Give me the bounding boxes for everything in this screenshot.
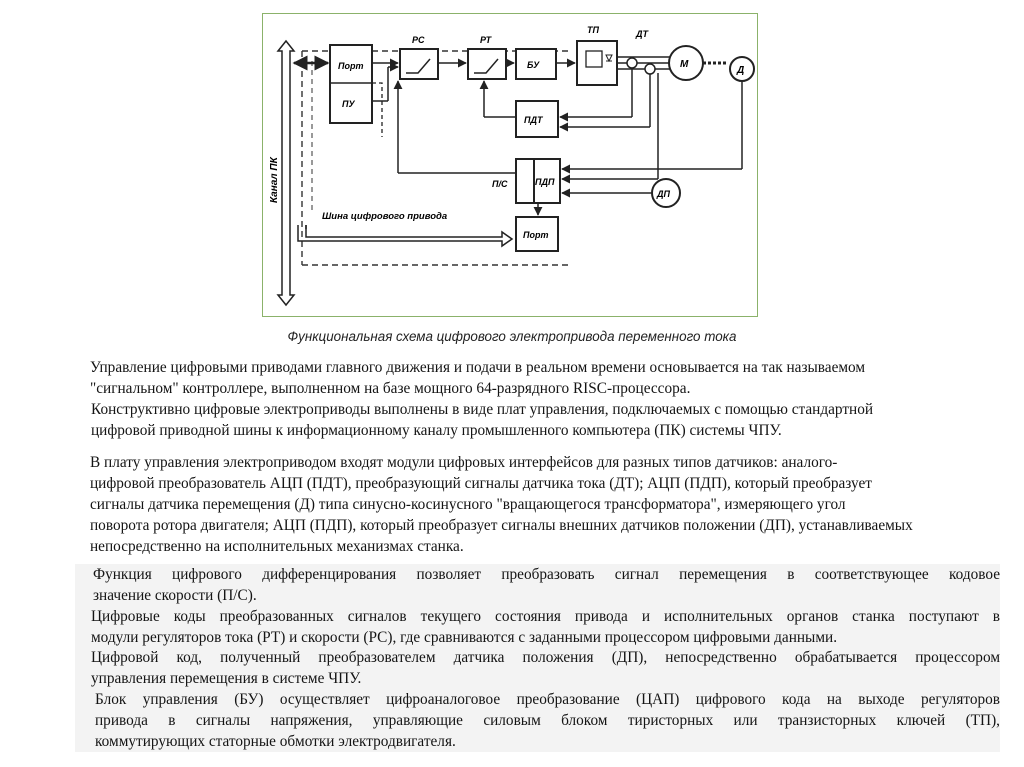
functional-diagram [262, 13, 758, 317]
paragraph-line: Управление цифровыми приводами главного движения и подачи в реальном времени основывается на так называемом [90, 359, 866, 376]
paragraph-line: модули регуляторов тока (РТ) и скорости (РС), где сравниваются с заданными процессором цифровыми данными. [91, 629, 838, 646]
tp-block [577, 41, 617, 85]
port-bottom-label: Порт [523, 230, 549, 240]
paragraph-line: цифровой преобразователь АЦП (ПДТ), преобразующий сигналы датчика тока (ДТ); АЦП (ПДП), который преобразует [90, 475, 872, 492]
paragraph-5 [75, 606, 1000, 648]
current-sensor-1 [627, 58, 637, 68]
paragraph-line: коммутирующих статорные обмотки электродвигателя. [95, 733, 456, 750]
paragraph-line: Цифровые коды преобразованных сигналов текущего состояния привода и исполнительных органов станка поступают в [91, 608, 1000, 625]
paragraph-1 [62, 357, 942, 399]
figure-caption: Функциональная схема цифрового электропривода переменного тока [287, 329, 737, 344]
pc-channel-label: Канал ПК [269, 157, 280, 203]
paragraph-line: управления перемещения в системе ЧПУ. [91, 670, 362, 687]
paragraph-line: В плату управления электроприводом входят модули цифровых интерфейсов для разных типов датчиков: аналого- [90, 454, 838, 471]
rs-label: РС [412, 35, 425, 45]
paragraph-line: поворота ротора двигателя; АЦП (ПДП), который преобразует сигналы внешних датчиков положении (ДП), устанавливаемых [90, 517, 913, 534]
rt-label: РТ [480, 35, 492, 45]
bus-label: Шина цифрового привода [322, 211, 448, 222]
pu-label: ПУ [342, 99, 355, 109]
dp-label: ДП [657, 189, 670, 199]
paragraph-4 [75, 564, 1000, 606]
ps-block [516, 159, 534, 203]
paragraph-2 [67, 399, 979, 441]
ps-label: П/С [492, 179, 508, 189]
rt-block [468, 49, 506, 79]
paragraph-line: непосредственно на исполнительных механизмах станка. [90, 538, 464, 555]
d-label: Д [737, 65, 745, 76]
motor-label: М [680, 59, 689, 70]
pdp-label: ПДП [535, 177, 555, 187]
paragraph-3 [68, 452, 998, 557]
current-sensor-2 [645, 64, 655, 74]
paragraph-line: "сигнальном" контроллере, выполненном на базе мощного 64-разрядного RISC-процессора. [90, 380, 691, 397]
paragraph-line: привода в сигналы напряжения, управляющие силовым блоком тиристорных или транзисторных ключей (ТП), [95, 712, 1000, 729]
paragraph-line: сигналы датчика перемещения (Д) типа синусно-косинусного "вращающегося трансформатора", измеряющего угол [90, 496, 846, 513]
paragraph-line: Блок управления (БУ) осуществляет цифроаналоговое преобразование (ЦАП) цифрового кода на выходе регуляторов [95, 691, 1000, 708]
pdt-label: ПДТ [524, 115, 543, 125]
bu-label: БУ [527, 60, 540, 70]
paragraph-line: цифровой приводной шины к информационному каналу промышленного компьютера (ПК) системы ЧПУ. [91, 422, 782, 439]
port-top-label: Порт [338, 61, 364, 71]
paragraph-6 [75, 647, 1000, 689]
dt-label: ДТ [636, 29, 648, 39]
tp-label: ТП [587, 25, 599, 35]
rs-block [400, 49, 438, 79]
paragraph-line: Конструктивно цифровые электроприводы выполнены в виде плат управления, подключаемых с помощью стандартной [91, 401, 874, 418]
paragraph-line: Функция цифрового дифференцирования позволяет преобразовать сигнал перемещения в соответствующее кодовое [93, 566, 1000, 583]
paragraph-line: Цифровой код, полученный преобразователем датчика положения (ДП), непосредственно обрабатывается процессором [91, 649, 1000, 666]
paragraph-line: значение скорости (П/С). [93, 587, 257, 604]
pc-channel-arrow [278, 41, 294, 305]
paragraph-7 [75, 689, 1000, 752]
port-top-block [330, 45, 372, 123]
